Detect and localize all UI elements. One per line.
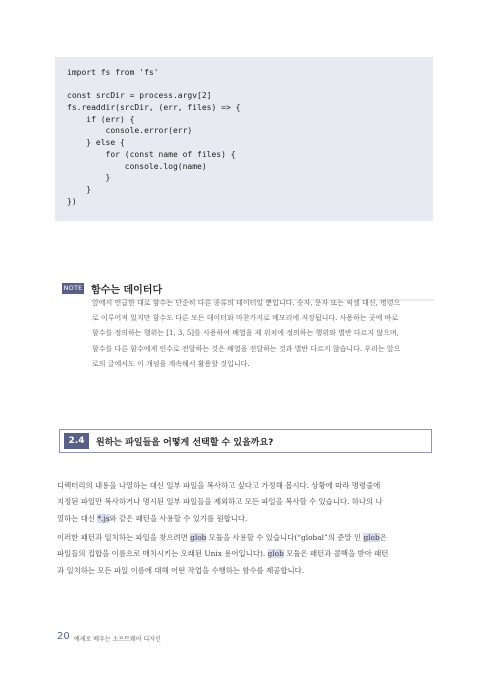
running-footer-title: 예제로 배우는 소프트웨어 디자인 (74, 636, 161, 643)
code-line: } else { (67, 138, 125, 148)
text-fragment: 이러한 패턴과 일치하는 파일을 찾으려면 (57, 533, 191, 542)
paragraph-line (57, 530, 436, 546)
paragraph-line (57, 546, 436, 562)
code-line: if (err) { (67, 114, 135, 124)
paragraph-line (57, 511, 436, 527)
code-line: console.error(err) (67, 126, 193, 136)
text-fragment: 은 (379, 533, 387, 542)
text-fragment: 파일들의 집합을 이름으로 매치시키는 오래된 Unix 용어입니다). (57, 549, 268, 559)
code-line: for (const name of files) { (67, 149, 236, 159)
note-line: 로의 글에서도 이 개념을 계속해서 활용할 것입니다. (92, 359, 250, 368)
code-line: fs.readdir(srcDir, (err, files) => { (67, 103, 241, 113)
code-line (67, 79, 433, 91)
note-line: 함수를 정의하는 행위는 [1, 3, 5]를 사용하여 배열을 제 위치에 정의하는 행위와 별반 다르지 않으며, (92, 329, 399, 338)
inline-code: *.js (97, 513, 110, 523)
code-line: console.log(name) (67, 161, 207, 171)
note-body (92, 296, 436, 372)
page-number: 20 (57, 631, 70, 642)
inline-code: glob (267, 549, 284, 559)
paragraph-2 (57, 530, 436, 579)
text-fragment: 모듈을 사용할 수 있습니다(“global”의 준말 인 (206, 533, 364, 542)
inline-code: glob (363, 533, 380, 542)
note-line: 함수를 다른 함수에게 인수로 전달하는 것은 배열을 전달하는 것과 별반 다르지 않습니다. 우리는 앞으 (92, 344, 401, 353)
paragraph-line: 과 일치하는 모든 파일 이름에 대해 어떤 작업을 수행하는 함수를 제공합니다. (57, 565, 305, 575)
note-title: 함수는 데이터다 (91, 285, 163, 296)
paragraph-line: 지정된 파일만 복사하거나 명시된 일부 파일들을 제외하고 모든 파일을 복사할 수 있습니다. 하나의 나 (57, 497, 383, 507)
section-number: 2.4 (64, 433, 89, 449)
note-line: 앞에서 언급한 대로 함수는 단순히 다른 종류의 데이터일 뿐입니다. 숫자, 문자 또는 픽셀 대신, 명령으 (92, 299, 401, 307)
note-badge: NOTE (63, 284, 83, 292)
note-line: 로 이루어져 있지만 함수도 다른 모든 데이터와 마찬가지로 메모리에 저장됩니다. 사용하는 곳에 바로 (92, 314, 399, 323)
code-line: const srcDir = process.argv[2] (67, 91, 212, 101)
text-fragment: 와 같은 패턴을 사용할 수 있기를 원합니다. (109, 513, 248, 523)
text-fragment: 열하는 대신 (57, 513, 98, 523)
inline-code: glob (190, 533, 207, 542)
code-line: import fs from 'fs' (67, 68, 159, 77)
text-fragment: 모듈은 패턴과 콜백을 받아 패턴 (283, 549, 389, 559)
section-heading (59, 429, 432, 453)
paragraph-line: 디렉터리의 내용을 나열하는 대신 일부 파일을 복사하고 싶다고 가정해 봅시다. 상황에 따라 명령줄에 (57, 481, 381, 490)
code-line: }) (67, 196, 77, 206)
section-title: 원하는 파일들을 어떻게 선택할 수 있을까요? (96, 438, 274, 448)
code-line: } (67, 184, 92, 194)
paragraph-1 (57, 478, 436, 527)
code-block (55, 57, 433, 221)
code-line: } (67, 173, 111, 183)
